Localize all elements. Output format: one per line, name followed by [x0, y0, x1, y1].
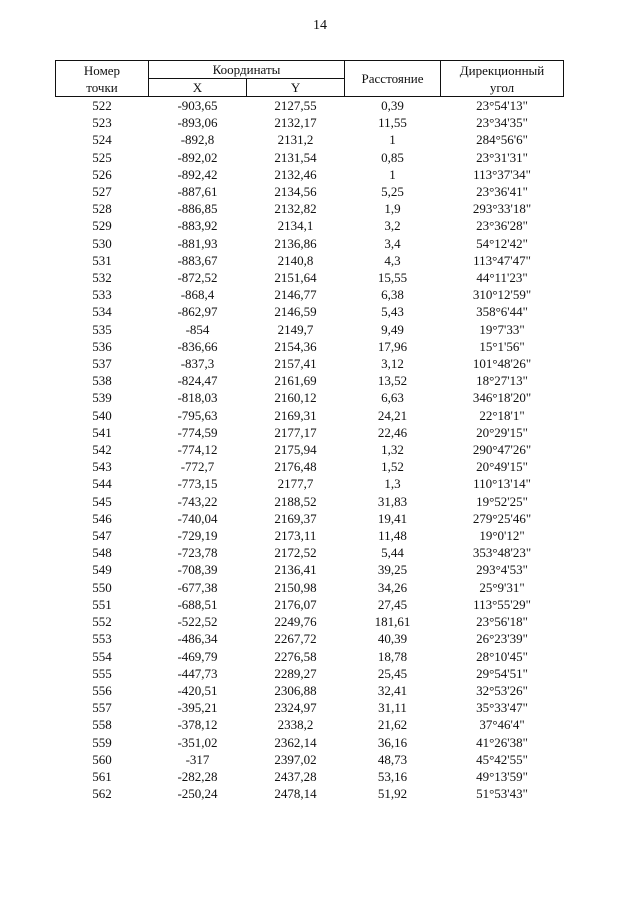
distance-cell: 0,39 — [381, 98, 404, 113]
direction-cell: 279°25'46" — [472, 510, 532, 526]
y-cell: 2150,98 — [274, 579, 317, 595]
point-number-cell: 561 — [92, 768, 112, 784]
table-row — [56, 768, 564, 785]
table-row — [56, 544, 564, 561]
x-cell: -886,85 — [177, 201, 218, 217]
direction-cell: 37°46'4" — [479, 717, 525, 733]
point-number-cell: 562 — [92, 786, 112, 802]
table-row — [56, 510, 564, 527]
y-cell: 2169,37 — [274, 510, 317, 526]
distance-cell: 11,55 — [378, 115, 407, 131]
point-number-cell: 553 — [92, 631, 112, 647]
table-row — [56, 699, 564, 716]
table-row — [56, 303, 564, 320]
point-number-cell: 556 — [92, 682, 112, 698]
y-cell: 2177,17 — [274, 424, 317, 440]
direction-cell: 45°42'55" — [476, 751, 528, 767]
header-y: Y — [247, 79, 345, 97]
distance-cell: 24,21 — [377, 407, 408, 423]
table-header — [56, 61, 564, 97]
y-cell: 2134,1 — [277, 218, 314, 234]
y-cell: 2146,59 — [274, 304, 317, 320]
distance-cell: 181,61 — [374, 614, 411, 630]
distance-cell: 3,12 — [381, 356, 404, 372]
direction-cell: 293°33'18" — [472, 201, 532, 217]
table-row — [56, 338, 564, 355]
direction-cell: 22°18'1" — [479, 407, 525, 423]
table-row — [56, 97, 564, 115]
distance-cell: 48,73 — [377, 751, 408, 767]
direction-cell: 49°13'59" — [476, 768, 528, 784]
table-row — [56, 183, 564, 200]
x-cell: -892,42 — [177, 166, 218, 182]
y-cell: 2173,11 — [274, 528, 317, 544]
point-number-cell: 531 — [92, 252, 112, 268]
table-row — [56, 372, 564, 389]
table-row — [56, 252, 564, 269]
table-row — [56, 166, 564, 183]
x-cell: -688,51 — [177, 596, 218, 612]
y-cell: 2161,69 — [274, 373, 317, 389]
header-coordinates: Координаты — [149, 61, 345, 79]
direction-cell: 19°0'12" — [479, 528, 525, 544]
x-cell: -892,02 — [177, 149, 218, 165]
table-row — [56, 424, 564, 441]
direction-cell: 23°36'28" — [476, 218, 528, 234]
table-row — [56, 579, 564, 596]
direction-cell: 101°48'26" — [472, 356, 532, 372]
table-row — [56, 613, 564, 630]
y-cell: 2136,41 — [274, 562, 317, 578]
direction-cell: 19°52'25" — [476, 493, 528, 509]
coordinates-table — [55, 60, 564, 802]
point-number-cell: 527 — [92, 184, 112, 200]
distance-cell: 6,38 — [381, 287, 404, 303]
point-number-cell: 549 — [92, 562, 112, 578]
point-number-cell: 558 — [92, 717, 112, 733]
table-row — [56, 630, 564, 647]
y-cell: 2146,77 — [274, 287, 317, 303]
table-row — [56, 475, 564, 492]
point-number-cell: 533 — [92, 287, 112, 303]
table-row — [56, 407, 564, 424]
distance-cell: 5,25 — [381, 184, 404, 200]
distance-cell: 34,26 — [377, 579, 408, 595]
table-row — [56, 527, 564, 544]
point-number-cell: 528 — [92, 201, 112, 217]
distance-cell: 40,39 — [377, 631, 408, 647]
distance-cell: 3,4 — [384, 235, 401, 251]
point-number-cell: 541 — [92, 424, 112, 440]
direction-cell: 15°1'56" — [479, 338, 525, 354]
table-row — [56, 217, 564, 234]
table-row — [56, 665, 564, 682]
table-row — [56, 355, 564, 372]
x-cell: -677,38 — [177, 579, 218, 595]
x-cell: -774,12 — [177, 442, 218, 458]
direction-cell: 20°49'15" — [476, 459, 528, 475]
y-cell: 2154,36 — [274, 338, 317, 354]
y-cell: 2160,12 — [274, 390, 317, 406]
table-row — [56, 458, 564, 475]
point-number-cell: 557 — [92, 700, 112, 716]
point-number-cell: 535 — [92, 321, 112, 337]
y-cell: 2478,14 — [274, 786, 317, 802]
direction-cell: 23°31'31" — [476, 149, 528, 165]
table-row — [56, 716, 564, 733]
x-cell: -893,06 — [177, 115, 218, 131]
header-direction-line1: Дирекционный — [459, 62, 545, 78]
y-cell: 2176,48 — [274, 459, 317, 475]
distance-cell: 6,63 — [381, 390, 404, 406]
distance-cell: 1,3 — [384, 476, 401, 492]
x-cell: -862,97 — [177, 304, 218, 320]
x-cell: -729,19 — [177, 528, 218, 544]
x-cell: -881,93 — [177, 235, 218, 251]
header-point-number — [56, 61, 149, 97]
direction-cell: 358°6'44" — [476, 304, 528, 320]
y-cell: 2175,94 — [274, 442, 317, 458]
point-number-cell: 548 — [92, 545, 112, 561]
y-cell: 2127,55 — [274, 98, 317, 113]
y-cell: 2157,41 — [274, 356, 317, 372]
direction-cell: 23°36'41" — [476, 184, 528, 200]
y-cell: 2177,7 — [277, 476, 314, 492]
x-cell: -351,02 — [177, 734, 218, 750]
point-number-cell: 534 — [92, 304, 112, 320]
table-row — [56, 286, 564, 303]
x-cell: -378,12 — [177, 717, 218, 733]
x-cell: -708,39 — [177, 562, 218, 578]
distance-cell: 17,96 — [377, 338, 408, 354]
point-number-cell: 559 — [92, 734, 112, 750]
y-cell: 2437,28 — [274, 768, 317, 784]
table-row — [56, 751, 564, 768]
x-cell: -743,22 — [177, 493, 218, 509]
direction-cell: 26°23'39" — [476, 631, 528, 647]
distance-cell: 25,45 — [377, 665, 408, 681]
page-number: 14 — [313, 18, 327, 33]
direction-cell: 23°56'18" — [476, 614, 528, 630]
x-cell: -522,52 — [177, 614, 218, 630]
x-cell: -317 — [185, 751, 210, 767]
table-row — [56, 493, 564, 510]
direction-cell: 310°12'59" — [472, 287, 532, 303]
table-row — [56, 200, 564, 217]
direction-cell: 54°12'42" — [476, 235, 528, 251]
y-cell: 2149,7 — [277, 321, 314, 337]
x-cell: -447,73 — [177, 665, 218, 681]
direction-cell: 41°26'38" — [476, 734, 528, 750]
table-row — [56, 389, 564, 406]
distance-cell: 15,55 — [377, 270, 408, 286]
x-cell: -887,61 — [177, 184, 218, 200]
x-cell: -892,8 — [180, 132, 215, 148]
x-cell: -837,3 — [180, 356, 215, 372]
x-cell: -723,78 — [177, 545, 218, 561]
distance-cell: 0,85 — [381, 149, 404, 165]
x-cell: -883,67 — [177, 252, 218, 268]
y-cell: 2306,88 — [274, 682, 317, 698]
distance-cell: 1,9 — [384, 201, 401, 217]
table-row — [56, 734, 564, 751]
x-cell: -282,28 — [177, 768, 218, 784]
distance-cell: 36,16 — [377, 734, 408, 750]
y-cell: 2134,56 — [274, 184, 317, 200]
point-number-cell: 537 — [92, 356, 112, 372]
point-number-cell: 544 — [92, 476, 112, 492]
x-cell: -773,15 — [177, 476, 218, 492]
distance-cell: 13,52 — [377, 373, 408, 389]
point-number-cell: 542 — [92, 442, 112, 458]
x-cell: -836,66 — [177, 338, 218, 354]
distance-cell: 1,32 — [381, 442, 404, 458]
direction-cell: 290°47'26" — [472, 442, 532, 458]
table-row — [56, 596, 564, 613]
x-cell: -486,34 — [177, 631, 218, 647]
direction-cell: 35°33'47" — [476, 700, 528, 716]
x-cell: -395,21 — [177, 700, 218, 716]
table-row — [56, 235, 564, 252]
table-row — [56, 114, 564, 131]
direction-cell: 113°47'47" — [473, 252, 531, 268]
direction-cell: 353°48'23" — [472, 545, 532, 561]
x-cell: -883,92 — [177, 218, 218, 234]
distance-cell: 1 — [389, 166, 396, 182]
point-number-cell: 523 — [92, 115, 112, 131]
y-cell: 2249,76 — [274, 614, 317, 630]
point-number-cell: 546 — [92, 510, 112, 526]
table-body — [56, 97, 564, 803]
point-number-cell: 554 — [92, 648, 112, 664]
x-cell: -868,4 — [180, 287, 215, 303]
direction-cell: 113°55'29" — [473, 596, 531, 612]
distance-cell: 21,62 — [377, 717, 408, 733]
point-number-cell: 522 — [92, 98, 112, 113]
table-row — [56, 648, 564, 665]
point-number-cell: 524 — [92, 132, 112, 148]
point-number-cell: 538 — [92, 373, 112, 389]
table-row — [56, 682, 564, 699]
point-number-cell: 560 — [92, 751, 112, 767]
distance-cell: 5,43 — [381, 304, 404, 320]
distance-cell: 18,78 — [377, 648, 408, 664]
point-number-cell: 530 — [92, 235, 112, 251]
direction-cell: 32°53'26" — [476, 682, 528, 698]
distance-cell: 32,41 — [377, 682, 408, 698]
y-cell: 2289,27 — [274, 665, 317, 681]
distance-cell: 22,46 — [377, 424, 408, 440]
header-point-number-line2: точки — [86, 79, 118, 95]
table-row — [56, 785, 564, 802]
point-number-cell: 543 — [92, 459, 112, 475]
x-cell: -772,7 — [180, 459, 215, 475]
x-cell: -818,03 — [177, 390, 218, 406]
y-cell: 2136,86 — [274, 235, 317, 251]
distance-cell: 27,45 — [377, 596, 408, 612]
x-cell: -774,59 — [177, 424, 218, 440]
point-number-cell: 529 — [92, 218, 112, 234]
direction-cell: 110°13'14" — [473, 476, 531, 492]
x-cell: -740,04 — [177, 510, 218, 526]
direction-cell: 346°18'20" — [472, 390, 532, 406]
y-cell: 2131,54 — [274, 149, 317, 165]
direction-cell: 23°34'35" — [476, 115, 528, 131]
direction-cell: 23°54'13" — [476, 98, 528, 113]
point-number-cell: 540 — [92, 407, 112, 423]
direction-cell: 28°10'45" — [476, 648, 528, 664]
point-number-cell: 547 — [92, 528, 112, 544]
distance-cell: 1 — [389, 132, 396, 148]
header-x: X — [149, 79, 247, 97]
direction-cell: 20°29'15" — [476, 424, 528, 440]
direction-cell: 19°7'33" — [479, 321, 525, 337]
point-number-cell: 536 — [92, 338, 112, 354]
direction-cell: 51°53'43" — [476, 786, 528, 802]
point-number-cell: 551 — [92, 596, 112, 612]
y-cell: 2276,58 — [274, 648, 317, 664]
y-cell: 2172,52 — [274, 545, 317, 561]
direction-cell: 113°37'34" — [473, 166, 531, 182]
point-number-cell: 552 — [92, 614, 112, 630]
y-cell: 2140,8 — [277, 252, 314, 268]
direction-cell: 29°54'51" — [476, 665, 528, 681]
x-cell: -795,63 — [177, 407, 218, 423]
distance-cell: 4,3 — [384, 252, 401, 268]
header-distance: Расстояние — [345, 61, 441, 97]
header-direction-line2: угол — [489, 79, 515, 95]
table-row — [56, 321, 564, 338]
x-cell: -872,52 — [177, 270, 218, 286]
header-point-number-line1: Номер — [83, 62, 121, 78]
distance-cell: 3,2 — [384, 218, 401, 234]
y-cell: 2169,31 — [274, 407, 317, 423]
table-row — [56, 149, 564, 166]
x-cell: -903,65 — [177, 98, 218, 113]
direction-cell: 25°9'31" — [479, 579, 525, 595]
point-number-cell: 539 — [92, 390, 112, 406]
point-number-cell: 526 — [92, 166, 112, 182]
y-cell: 2132,17 — [274, 115, 317, 131]
y-cell: 2132,82 — [274, 201, 317, 217]
distance-cell: 39,25 — [377, 562, 408, 578]
point-number-cell: 555 — [92, 665, 112, 681]
distance-cell: 9,49 — [381, 321, 404, 337]
x-cell: -420,51 — [177, 682, 218, 698]
point-number-cell: 550 — [92, 579, 112, 595]
distance-cell: 11,48 — [378, 528, 407, 544]
y-cell: 2188,52 — [274, 493, 317, 509]
table-row — [56, 269, 564, 286]
y-cell: 2131,2 — [277, 132, 314, 148]
distance-cell: 5,44 — [381, 545, 404, 561]
point-number-cell: 532 — [92, 270, 112, 286]
x-cell: -469,79 — [177, 648, 218, 664]
x-cell: -824,47 — [177, 373, 218, 389]
y-cell: 2176,07 — [274, 596, 317, 612]
y-cell: 2324,97 — [274, 700, 317, 716]
direction-cell: 44°11'23" — [476, 270, 528, 286]
point-number-cell: 545 — [92, 493, 112, 509]
direction-cell: 18°27'13" — [476, 373, 528, 389]
table-row — [56, 561, 564, 578]
table-row — [56, 131, 564, 148]
distance-cell: 53,16 — [377, 768, 408, 784]
y-cell: 2338,2 — [277, 717, 314, 733]
x-cell: -250,24 — [177, 786, 218, 802]
table-row — [56, 441, 564, 458]
distance-cell: 1,52 — [381, 459, 404, 475]
point-number-cell: 525 — [92, 149, 112, 165]
distance-cell: 31,83 — [377, 493, 408, 509]
x-cell: -854 — [185, 321, 210, 337]
direction-cell: 284°56'6" — [476, 132, 528, 148]
distance-cell: 31,11 — [378, 700, 407, 716]
distance-cell: 19,41 — [377, 510, 408, 526]
y-cell: 2132,46 — [274, 166, 317, 182]
distance-cell: 51,92 — [377, 786, 408, 802]
direction-cell: 293°4'53" — [476, 562, 528, 578]
y-cell: 2151,64 — [274, 270, 317, 286]
y-cell: 2362,14 — [274, 734, 317, 750]
y-cell: 2267,72 — [274, 631, 317, 647]
y-cell: 2397,02 — [274, 751, 317, 767]
header-direction — [441, 61, 564, 97]
